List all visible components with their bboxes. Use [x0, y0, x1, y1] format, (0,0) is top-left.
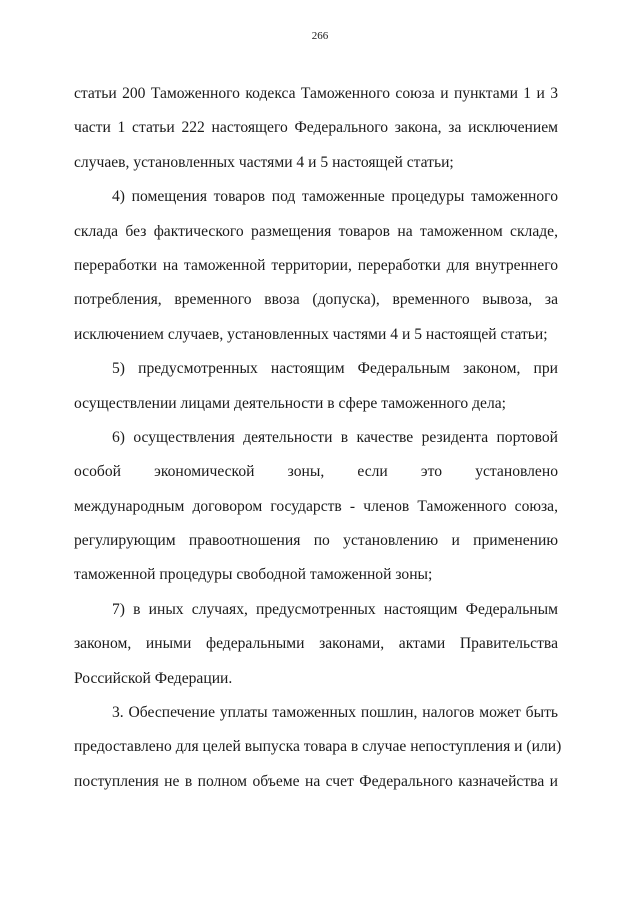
text-line: 6) осуществления деятельности в качестве резидента портовой	[112, 428, 558, 446]
text-line: 3. Обеспечение уплаты таможенных пошлин, налогов может быть	[112, 704, 558, 722]
text-line: статьи 200 Таможенного кодекса Таможенного союза и пунктами 1 и 3	[74, 85, 558, 102]
text-line: 5) предусмотренных настоящим Федеральным законом, при	[112, 360, 558, 378]
text-line: таможенной процедуры свободной таможенной зоны;	[74, 566, 433, 584]
text-line: случаев, установленных частями 4 и 5 настоящей статьи;	[74, 153, 454, 171]
text-line: 7) в иных случаях, предусмотренных настоящим Федеральным	[112, 600, 558, 618]
document-body	[74, 77, 562, 799]
text-line: склада без фактического размещения товаров на таможенном складе,	[74, 222, 558, 240]
text-line: Российской Федерации.	[74, 669, 233, 687]
text-line: международным договором государств - членов Таможенного союза,	[74, 497, 558, 515]
text-line: исключением случаев, установленных частями 4 и 5 настоящей статьи;	[74, 325, 548, 343]
text-line: законом, иными федеральными законами, актами Правительства	[74, 635, 558, 653]
text-line: поступления не в полном объеме на счет Федерального казначейства и	[74, 772, 558, 790]
page-number: 266	[311, 30, 329, 42]
text-line: регулирующим правоотношения по установлению и применению	[74, 532, 558, 550]
text-line: 4) помещения товаров под таможенные процедуры таможенного	[112, 188, 558, 206]
text-line: переработки на таможенной территории, переработки для внутреннего	[74, 256, 558, 274]
text-line: части 1 статьи 222 настоящего Федерального закона, за исключением	[74, 119, 558, 137]
text-line: осуществлении лицами деятельности в сфере таможенного дела;	[74, 394, 507, 412]
text-line: особой экономической зоны, если это установлено	[74, 463, 558, 481]
text-line: предоставлено для целей выпуска товара в случае непоступления и (или)	[74, 738, 562, 756]
text-line: потребления, временного ввоза (допуска), временного вывоза, за	[74, 291, 558, 309]
